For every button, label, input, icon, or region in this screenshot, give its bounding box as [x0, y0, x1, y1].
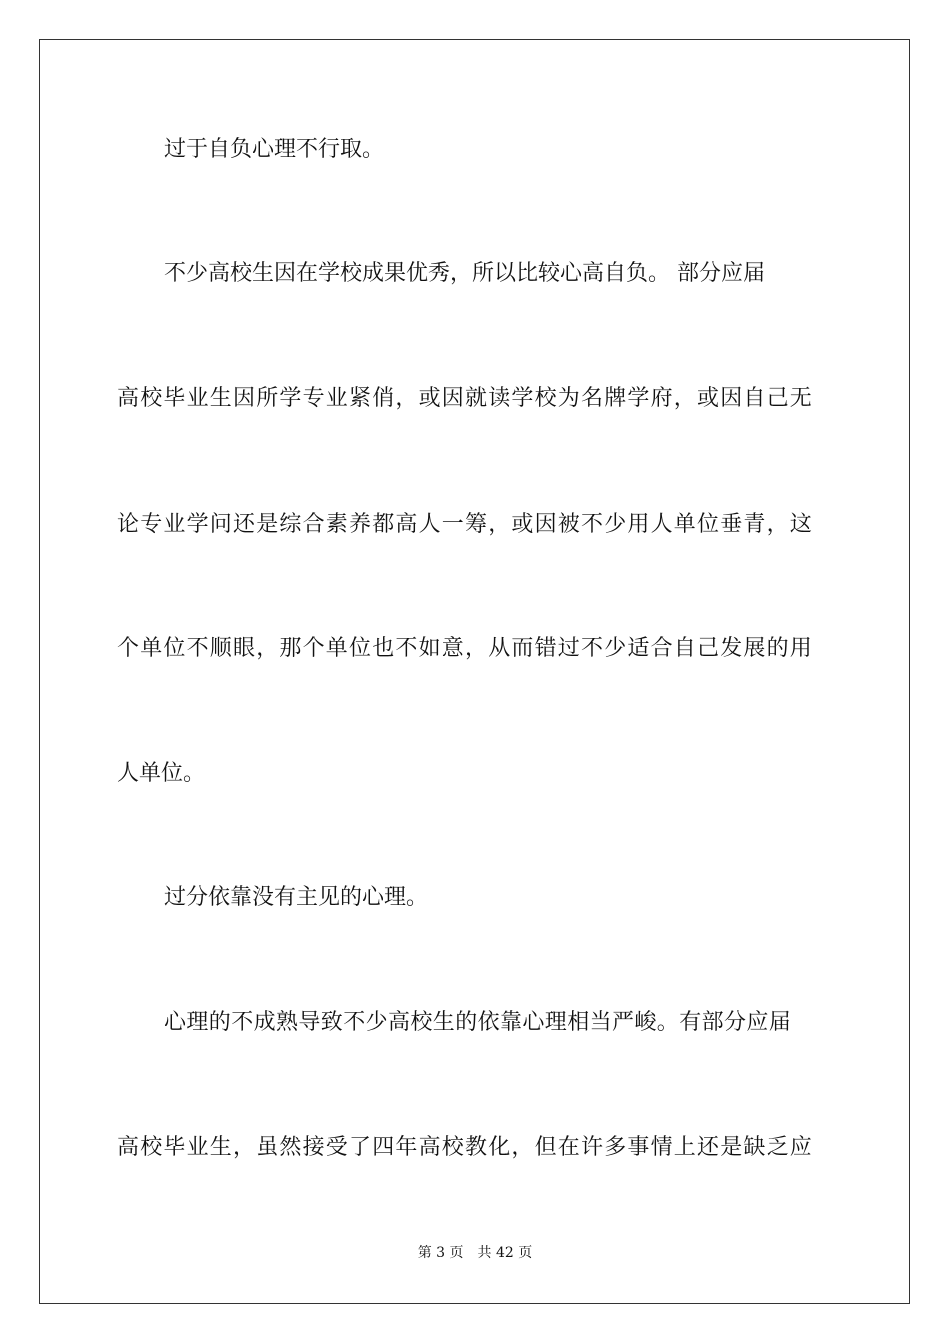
page-number: 第 3 页	[417, 1245, 464, 1261]
heading-self-conceit: 过于自负心理不行取。	[164, 137, 385, 162]
paragraph-line: 论专业学问还是综合素养都高人一筹，或因被不少用人单位垂青，这	[117, 512, 814, 537]
paragraph-line: 高校毕业生因所学专业紧俏，或因就读学校为名牌学府，或因自己无	[117, 386, 814, 411]
paragraph-line: 个单位不顺眼，那个单位也不如意，从而错过不少适合自己发展的用	[117, 636, 814, 661]
page-total: 共 42 页	[477, 1245, 533, 1261]
paragraph-line: 心理的不成熟导致不少高校生的依靠心理相当严峻。有部分应届	[164, 1010, 792, 1035]
paragraph-line: 高校毕业生，虽然接受了四年高校教化，但在许多事情上还是缺乏应	[117, 1135, 814, 1160]
page-footer	[0, 1243, 950, 1263]
paragraph-line: 人单位。	[117, 761, 206, 786]
paragraph-line: 不少高校生因在学校成果优秀，所以比较心高自负。 部分应届	[164, 261, 765, 286]
page-border	[39, 39, 910, 1304]
heading-over-dependence: 过分依靠没有主见的心理。	[164, 885, 429, 910]
